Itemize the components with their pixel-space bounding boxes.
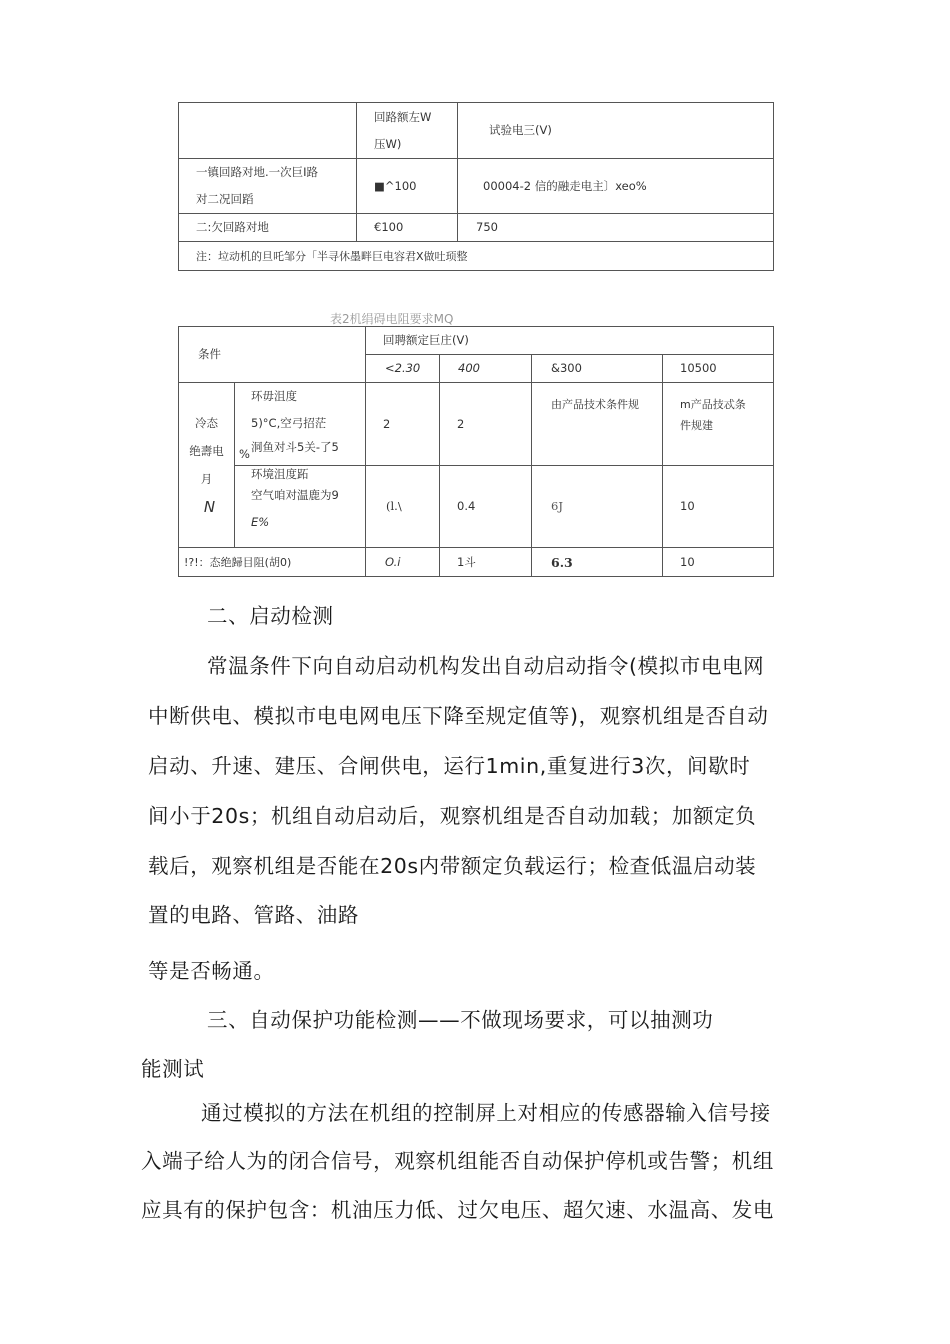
table2-humid-400: 0.4 xyxy=(440,466,532,548)
table1-row2-test: 750 xyxy=(458,214,774,242)
humid-condition-line2: 空气咱对温鹿为9 xyxy=(251,488,339,502)
table2-row-hot xyxy=(179,548,774,577)
table1-note: 注：垃动机的旦吒邹分「半寻休墨畔巨电容君X做吐顼整 xyxy=(179,242,774,271)
cold-condition-line2: 5)°C,空弓招茫 xyxy=(251,416,327,430)
side-label-line2: 绝壽电 xyxy=(189,444,224,458)
table1-header-rated-voltage xyxy=(357,103,458,159)
section2-line: 间小于20s；机组自动启动后，观察机组是否自动加载；加额定负 xyxy=(148,804,757,828)
table2-cold-230: 2 xyxy=(366,383,440,466)
section2-line: 中断供电、模拟市电电网电压下降至规定值等)，观察机组是否自动 xyxy=(148,704,769,728)
section2-line: 常温条件下向自动启动机构发出自动启动指令(模拟市电电网 xyxy=(207,654,765,678)
cold-condition-line3: 洞鱼对斗5关-了5 xyxy=(251,440,339,454)
table1-note-row xyxy=(179,242,774,271)
section3-line: 通过模拟的方法在机组的控制屏上对相应的传感器输入信号接 xyxy=(201,1101,771,1125)
humid-condition-line3: E% xyxy=(251,515,270,529)
table2-humid-10500: 10 xyxy=(663,466,774,548)
table2-hot-label: !?!：态绝歸目阻(胡0) xyxy=(179,548,366,577)
section3-heading: 三、自动保护功能检测——不做现场要求，可以抽测功 xyxy=(207,1008,714,1032)
table1-row1-rated: ■^100 xyxy=(357,159,458,214)
table2-caption: 表2机绢碍电阻要求MQ xyxy=(330,312,454,326)
side-label-line4: N xyxy=(203,498,216,516)
table1-header-empty xyxy=(179,103,357,159)
table2-col-6300: &300 xyxy=(532,355,663,383)
side-label-line1: 冷态 xyxy=(195,416,218,430)
table2-hot-10500: 10 xyxy=(663,548,774,577)
table1-row1-circuit xyxy=(179,159,357,214)
table1-header-rated-voltage-line1: 回路额左W xyxy=(374,109,432,124)
section3-heading-cont: 能测试 xyxy=(141,1057,205,1081)
table1-row xyxy=(179,159,774,214)
table2-header-condition: 条件 xyxy=(179,327,366,383)
table2-header-voltage-group: 回聘额定巨庄(V) xyxy=(366,327,774,355)
section2-line: 载后，观察机组是否能在20s内带额定负载运行；检查低温启动装 xyxy=(148,854,757,878)
cold-condition-line4: % xyxy=(239,447,250,461)
table1-row1-circuit-line1: 一镇回路对地.一次巨I路 xyxy=(196,165,319,179)
table1-header-rated-voltage-line2: 压W) xyxy=(374,136,402,151)
humid-condition-line1: 环境沮度跖 xyxy=(251,467,309,481)
side-label-line3: 月 xyxy=(200,472,213,486)
cold-condition-line1: 环毋沮度 xyxy=(251,389,297,403)
table2-hot-400: 1斗 xyxy=(440,548,532,577)
table1-row2-circuit: 二:欠回路对地 xyxy=(179,214,357,242)
table2-hot-230: O.i xyxy=(366,548,440,577)
table1-row1-test: 00004-2 信的融走电主〕xeo% xyxy=(458,159,774,214)
table2-humid-condition xyxy=(235,466,366,548)
table2-row-humid xyxy=(179,466,774,548)
table2-hot-6300: 6.3 xyxy=(532,548,663,577)
section3-line: 入端子给人为的闭合信号，观察机组能否自动保护停机或告警；机组 xyxy=(141,1149,774,1173)
table1-header-test-voltage: 试验电三(V) xyxy=(458,103,774,159)
section2-line: 启动、升速、建压、合闸供电，运行1min,重复进行3次，间歇时 xyxy=(148,754,751,778)
insulation-resistance-table xyxy=(178,326,774,577)
table2-header-row xyxy=(179,327,774,355)
table2-cold-10500 xyxy=(663,383,774,466)
table2-col-230: <2.30 xyxy=(366,355,440,383)
table1-row xyxy=(179,214,774,242)
table2-row-cold xyxy=(179,383,774,466)
cold-10500-line2: 件规建 xyxy=(680,419,713,432)
table2-col-10500: 10500 xyxy=(663,355,774,383)
section2-line: 置的电路、管路、油路 xyxy=(148,903,359,927)
table2-cold-6300: 由产品技术条件规 xyxy=(532,383,663,466)
table2-side-label xyxy=(179,383,235,548)
section3-line: 应具有的保护包含：机油压力低、过欠电压、超欠速、水温高、发电 xyxy=(141,1198,774,1222)
cold-10500-line1: m产品技忒条 xyxy=(680,398,746,411)
table2-cold-condition xyxy=(235,383,366,466)
table1-row2-rated: €100 xyxy=(357,214,458,242)
insulation-test-voltage-table xyxy=(178,102,774,271)
table2-cold-400: 2 xyxy=(440,383,532,466)
section2-line: 等是否畅通。 xyxy=(148,959,275,983)
table2-col-400: 400 xyxy=(440,355,532,383)
table2-humid-6300: 6J xyxy=(532,466,663,548)
table1-row1-circuit-line2: 对二况回蹈 xyxy=(196,192,254,206)
section2-heading: 二、启动检测 xyxy=(207,604,334,628)
table1-header-row xyxy=(179,103,774,159)
table2-humid-230: (l.\ xyxy=(366,466,440,548)
